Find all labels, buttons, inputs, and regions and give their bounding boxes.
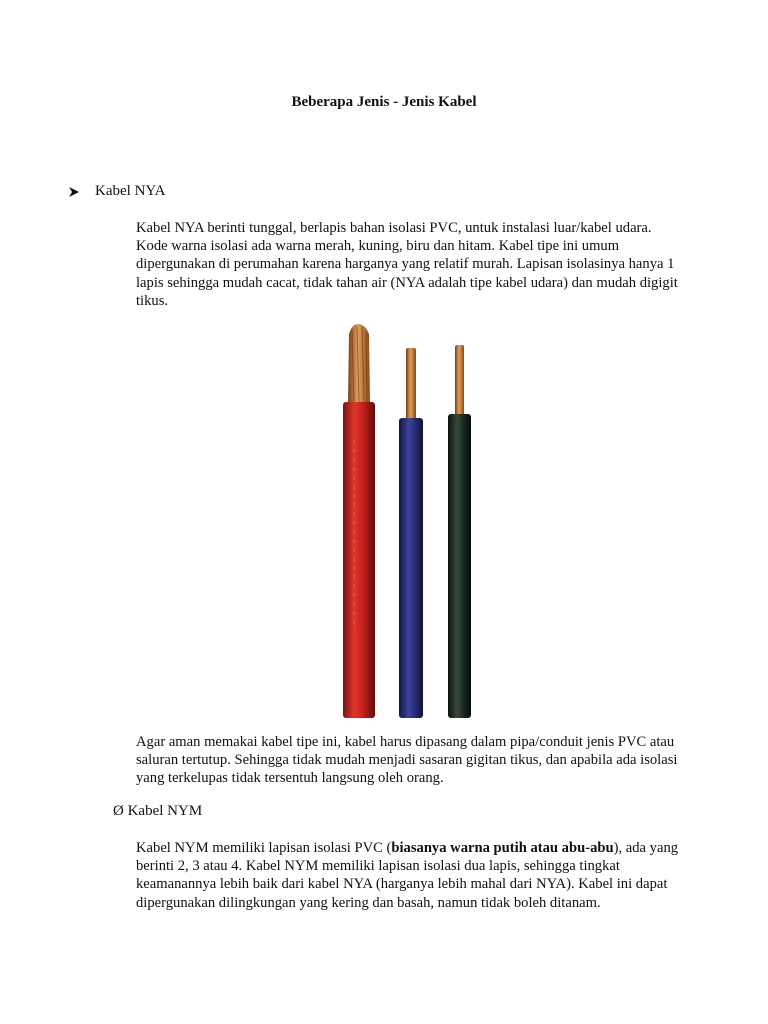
nym-text-part1: Kabel NYM memiliki lapisan isolasi PVC ( [136,840,392,856]
bullet-kabel-nym: Ø Kabel NYM [113,803,203,819]
bullet-label-nya: Kabel NYA [95,183,166,199]
paragraph-nya-description: Kabel NYA berinti tunggal, berlapis bahan isolasi PVC, untuk instalasi luar/kabel udara. Kode warna isolasi ada warna merah, kuning, biru dan hitam. Kabel tipe ini umum dipergunakan di perumahan karena harganya yang relatif murah. Lapisan isolasinya hanya 1 lapis sehingga mudah cacat, tidak tahan air (NYA adalah tipe kabel udara) dan mudah digigit tikus. [136,220,678,309]
cable-photo [330,320,490,718]
nym-text-bold: biasanya warna putih atau abu-abu [391,840,614,856]
paragraph-nym-description [136,839,681,912]
blue-cable [399,348,423,718]
page-title: Beberapa Jenis - Jenis Kabel [291,94,477,110]
nym-text-part2: ), ada yang berinti 2, 3 atau 4. Kabel NYM memiliki lapisan isolasi dua lapis, sehingga tingkat keamanannya lebih baik dari kabel NYA (harganya lebih mahal dari NYA). Kabel ini dapat dipergunakan dilingkungan yang kering dan basah, namun tidak boleh ditanam. [136,840,679,911]
paragraph-nya-safety: Agar aman memakai kabel tipe ini, kabel harus dipasang dalam pipa/conduit jenis PVC atau saluran tertutup. Sehingga tidak mudah menjadi sasaran gigitan tikus, dan apabila ada isolasi yang terkelupas tidak tersentuh langsung oleh orang. [136,734,678,787]
bullet-kabel-nya [68,183,165,200]
red-cable [343,324,375,718]
arrow-bullet-icon [68,186,80,198]
black-cable [448,345,471,718]
